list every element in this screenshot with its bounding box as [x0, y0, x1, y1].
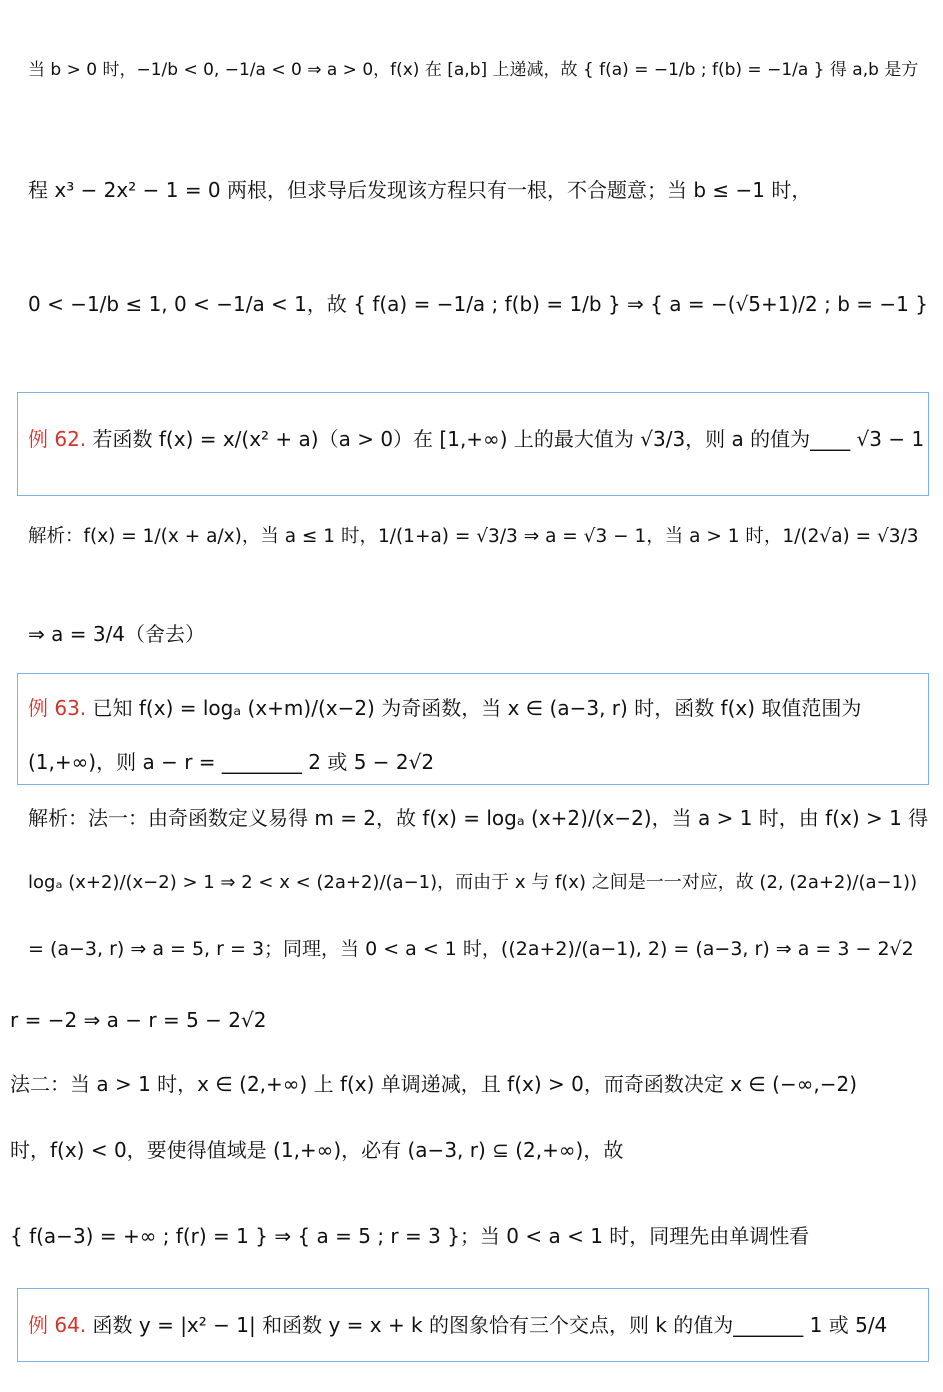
line-5: ⇒ a = 3/4（舍去）	[28, 622, 206, 646]
line-3: 0 < −1/b ≤ 1, 0 < −1/a < 1，故 { f(a) = −1/a ; f(b) = 1/b } ⇒ { a = −(√5+1)/2 ; b = −1 }	[28, 292, 928, 316]
line-4: 解析：f(x) = 1/(x + a/x)，当 a ≤ 1 时，1/(1+a) = √3/3 ⇒ a = √3 − 1，当 a > 1 时，1/(2√a) = √3/3	[28, 526, 919, 547]
example-64-label: 例 64.	[28, 1313, 87, 1337]
example-64-question	[28, 1315, 887, 1335]
example-64-box	[17, 1288, 929, 1362]
example-62-label: 例 62.	[28, 427, 87, 451]
example-62-box	[17, 392, 929, 496]
example-63-question	[28, 698, 861, 718]
example-63-answer: 2 或 5 − 2√2	[308, 750, 435, 774]
line-8: = (a−3, r) ⇒ a = 5, r = 3；同理，当 0 < a < 1 时，((2a+2)/(a−1), 2) = (a−3, r) ⇒ a = 3 − 2√2	[28, 938, 914, 960]
line-12: { f(a−3) = +∞ ; f(r) = 1 } ⇒ { a = 5 ; r = 3 }；当 0 < a < 1 时，同理先由单调性看	[10, 1224, 810, 1248]
example-62-text: 若函数 f(x) = x/(x² + a)（a > 0）在 [1,+∞) 上的最大值为 √3/3，则 a 的值为____	[92, 427, 851, 451]
example-63-box	[17, 673, 929, 785]
example-64-text: 函数 y = |x² − 1| 和函数 y = x + k 的图象恰有三个交点，则 k 的值为_______	[92, 1313, 804, 1337]
line-11: 时，f(x) < 0，要使得值域是 (1,+∞)，必有 (a−3, r) ⊆ (2,+∞)，故	[10, 1138, 624, 1162]
line-7: logₐ (x+2)/(x−2) > 1 ⇒ 2 < x < (2a+2)/(a−1)，而由于 x 与 f(x) 之间是一一对应，故 (2, (2a+2)/(a−1))	[28, 872, 918, 893]
example-62-question	[28, 429, 924, 449]
example-64-answer: 1 或 5/4	[809, 1313, 888, 1337]
line-1: 当 b > 0 时，−1/b < 0, −1/a < 0 ⇒ a > 0，f(x) 在 [a,b] 上递减，故 { f(a) = −1/b ; f(b) = −1/a } 得 a,b 是方	[28, 60, 919, 80]
example-63-question-line2	[28, 752, 434, 772]
example-63-text2: (1,+∞)，则 a − r = ________	[28, 750, 302, 774]
line-6: 解析：法一：由奇函数定义易得 m = 2，故 f(x) = logₐ (x+2)/(x−2)，当 a > 1 时，由 f(x) > 1 得	[28, 806, 929, 830]
example-62-answer: √3 − 1	[856, 427, 925, 451]
line-2: 程 x³ − 2x² − 1 = 0 两根，但求导后发现该方程只有一根，不合题意；当 b ≤ −1 时，	[28, 178, 812, 202]
example-63-text: 已知 f(x) = logₐ (x+m)/(x−2) 为奇函数，当 x ∈ (a−3, r) 时，函数 f(x) 取值范围为	[92, 696, 862, 720]
example-63-label: 例 63.	[28, 696, 87, 720]
line-9: r = −2 ⇒ a − r = 5 − 2√2	[10, 1008, 267, 1032]
line-10: 法二：当 a > 1 时，x ∈ (2,+∞) 上 f(x) 单调递减，且 f(x) > 0，而奇函数决定 x ∈ (−∞,−2)	[10, 1072, 858, 1096]
